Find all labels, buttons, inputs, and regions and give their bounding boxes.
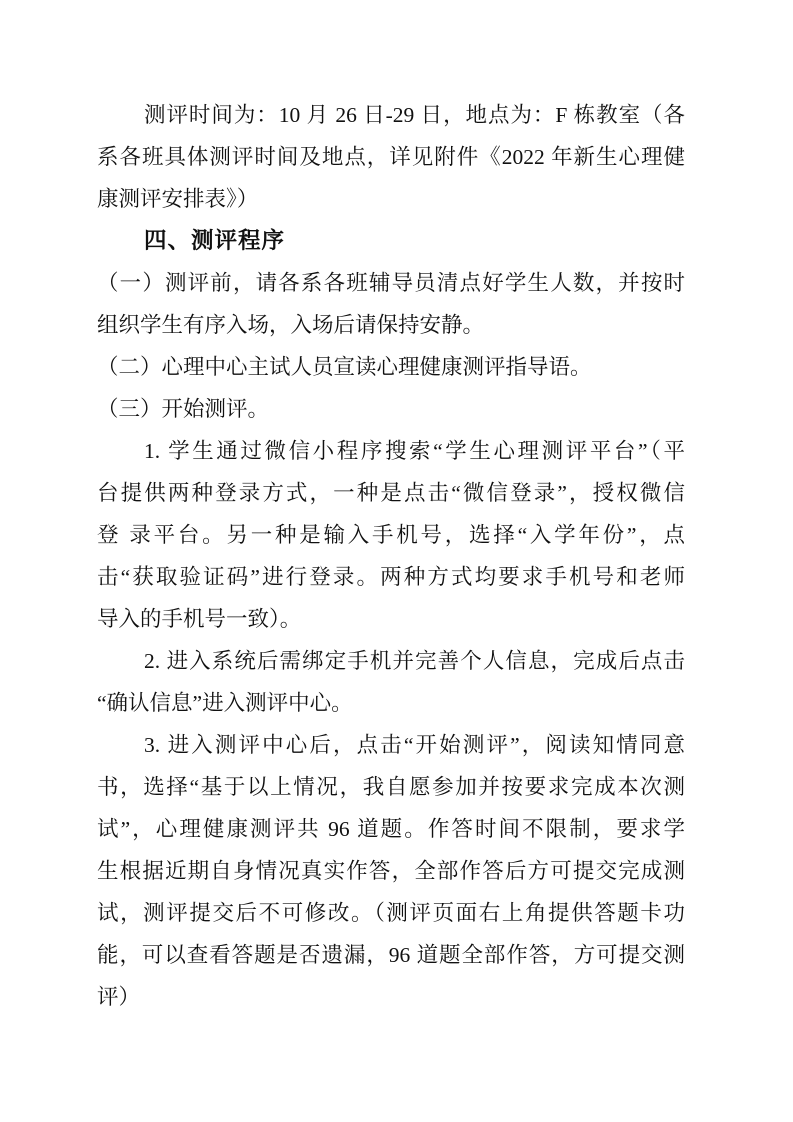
text-line: 试，测评提交后不可修改。（测评页面右上角提供答题卡功 (97, 901, 685, 925)
text-line: （三）开始测评。 (97, 397, 270, 421)
text-line: 评） (97, 985, 141, 1009)
text-line: 登 录平台。另一种是输入手机号，选择“入学年份”，点 (97, 523, 685, 547)
text-line: 导入的手机号一致）。 (97, 607, 302, 631)
text-line: 台提供两种登录方式，一种是点击“微信登录”，授权微信 (97, 481, 685, 505)
paragraph (97, 724, 685, 1018)
text-line: 击“获取验证码”进行登录。两种方式均要求手机号和老师 (97, 565, 685, 589)
text-line: 2. 进入系统后需绑定手机并完善个人信息，完成后点击 (144, 649, 685, 673)
text-line: 3. 进入测评中心后，点击“开始测评”，阅读知情同意 (144, 733, 685, 757)
text-line: 测评时间为：10 月 26 日-29 日，地点为：F 栋教室（各 (144, 103, 685, 127)
text-line: 书，选择“基于以上情况，我自愿参加并按要求完成本次测 (97, 775, 685, 799)
text-line: 系各班具体测评时间及地点，详见附件《2022 年新生心理健 (97, 145, 685, 169)
paragraph (97, 640, 685, 724)
text-line: 试”，心理健康测评共 96 道题。作答时间不限制，要求学 (97, 817, 685, 841)
text-line: 1. 学生通过微信小程序搜索“学生心理测评平台”（平 (144, 439, 685, 463)
text-line: 生根据近期自身情况真实作答，全部作答后方可提交完成测 (97, 859, 685, 883)
paragraph (97, 262, 685, 346)
heading-line: 四、测评程序 (144, 228, 286, 253)
text-line: （二）心理中心主试人员宣读心理健康测评指导语。 (97, 355, 592, 379)
text-line: 康测评安排表》） (97, 187, 259, 211)
paragraph (97, 388, 685, 430)
paragraph (97, 346, 685, 388)
text-line: “确认信息”进入测评中心。 (97, 691, 353, 715)
text-line: 组织学生有序入场，入场后请保持安静。 (97, 313, 485, 337)
document-content (97, 94, 685, 1018)
paragraph (97, 430, 685, 640)
paragraph (97, 94, 685, 220)
section-heading (97, 220, 685, 262)
text-line: 能，可以查看答题是否遗漏，96 道题全部作答，方可提交测 (97, 943, 685, 967)
text-line: （一）测评前，请各系各班辅导员清点好学生人数，并按时 (97, 271, 685, 295)
